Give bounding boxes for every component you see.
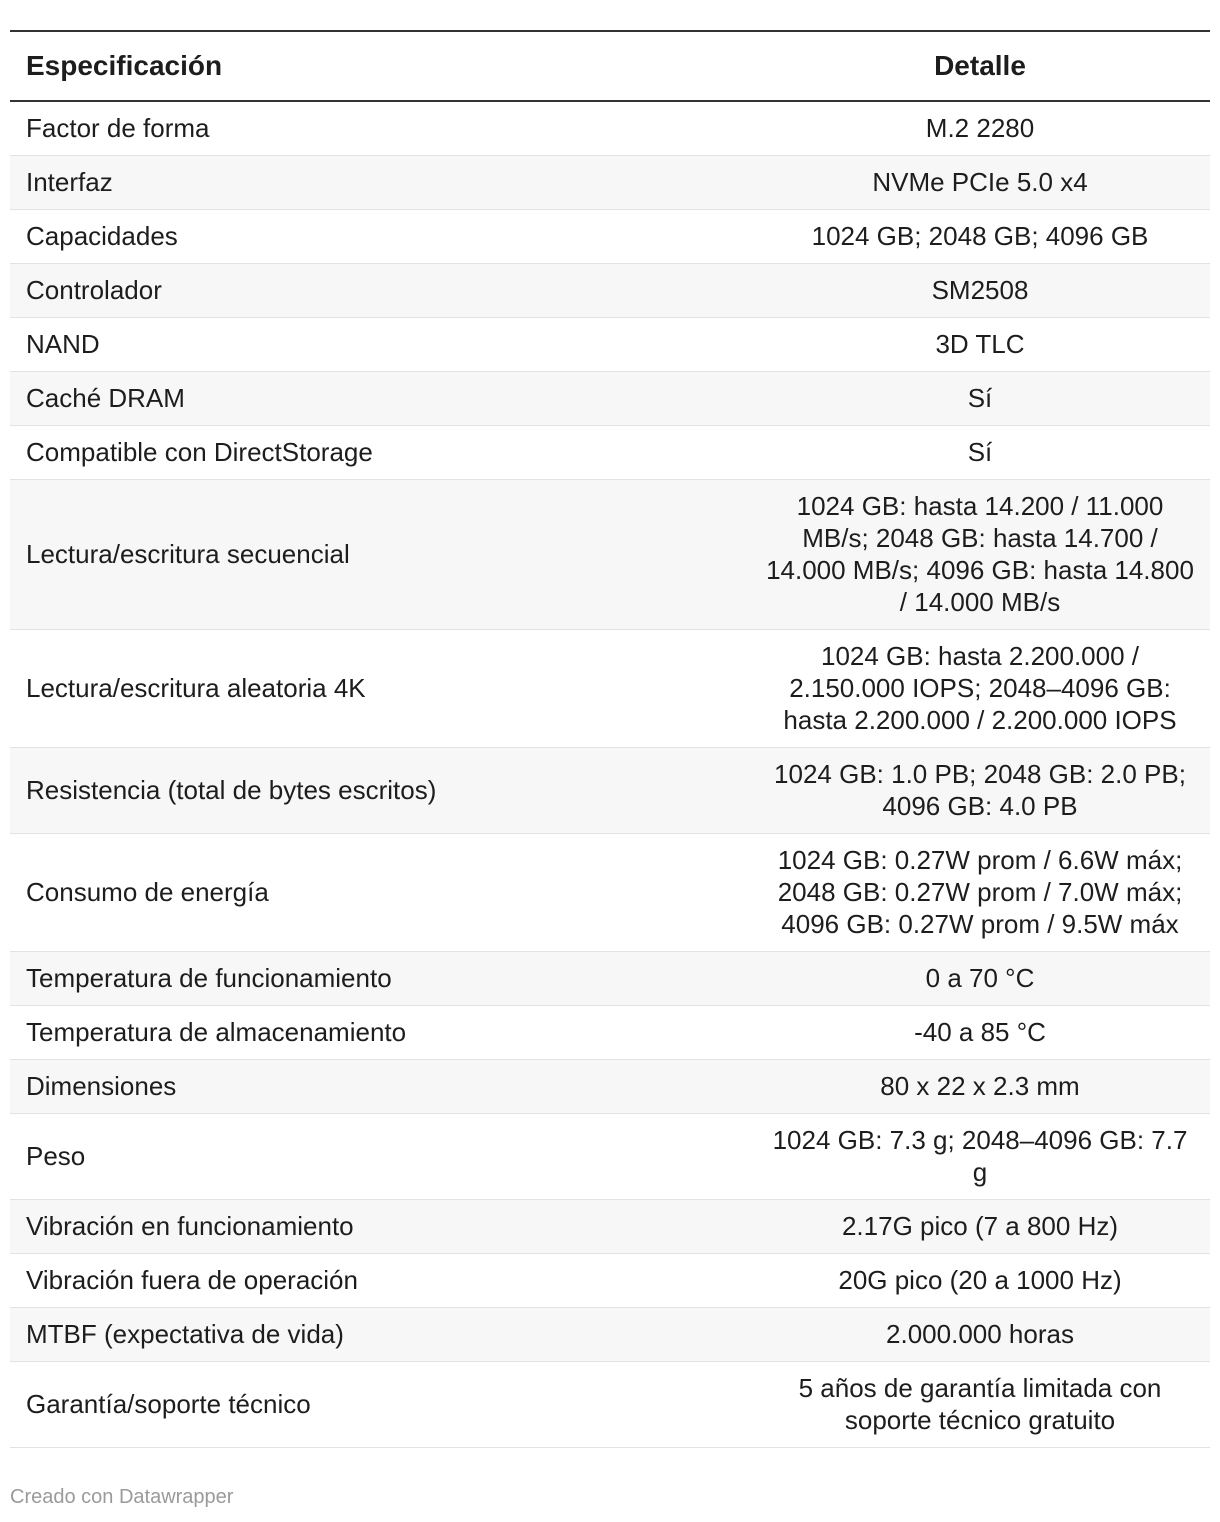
spec-detail-cell: 1024 GB: 7.3 g; 2048–4096 GB: 7.7 g (750, 1113, 1210, 1199)
spec-detail-cell: 80 x 22 x 2.3 mm (750, 1059, 1210, 1113)
spec-name-cell: Resistencia (total de bytes escritos) (10, 747, 750, 833)
table-row (10, 263, 1210, 317)
spec-name-cell: Peso (10, 1113, 750, 1199)
spec-name-cell: Factor de forma (10, 101, 750, 155)
table-row (10, 951, 1210, 1005)
spec-detail-cell: 3D TLC (750, 317, 1210, 371)
column-header-detail: Detalle (750, 31, 1210, 101)
spec-name-cell: Vibración fuera de operación (10, 1253, 750, 1307)
spec-name-cell: MTBF (expectativa de vida) (10, 1307, 750, 1361)
header-row (10, 31, 1210, 101)
datawrapper-credit: Creado con Datawrapper (10, 1486, 234, 1508)
spec-table (10, 30, 1210, 1448)
table-row (10, 1307, 1210, 1361)
table-row (10, 101, 1210, 155)
spec-name-cell: Vibración en funcionamiento (10, 1199, 750, 1253)
spec-name-cell: Temperatura de funcionamiento (10, 951, 750, 1005)
table-row (10, 1361, 1210, 1447)
table-row (10, 425, 1210, 479)
spec-detail-cell: 0 a 70 °C (750, 951, 1210, 1005)
spec-table-container (10, 30, 1210, 1448)
spec-name-cell: Dimensiones (10, 1059, 750, 1113)
spec-detail-cell: 1024 GB; 2048 GB; 4096 GB (750, 209, 1210, 263)
spec-name-cell: NAND (10, 317, 750, 371)
spec-detail-cell: 2.000.000 horas (750, 1307, 1210, 1361)
table-header (10, 31, 1210, 101)
spec-detail-cell: 1024 GB: hasta 2.200.000 / 2.150.000 IOPS; 2048–4096 GB: hasta 2.200.000 / 2.200.000 IOPS (750, 629, 1210, 747)
spec-detail-cell: 5 años de garantía limitada con soporte técnico gratuito (750, 1361, 1210, 1447)
table-row (10, 1059, 1210, 1113)
spec-name-cell: Garantía/soporte técnico (10, 1361, 750, 1447)
spec-name-cell: Lectura/escritura aleatoria 4K (10, 629, 750, 747)
spec-detail-cell: 1024 GB: 0.27W prom / 6.6W máx; 2048 GB: 0.27W prom / 7.0W máx; 4096 GB: 0.27W prom / 9.5W máx (750, 833, 1210, 951)
spec-name-cell: Controlador (10, 263, 750, 317)
table-row (10, 1113, 1210, 1199)
spec-name-cell: Caché DRAM (10, 371, 750, 425)
spec-detail-cell: -40 a 85 °C (750, 1005, 1210, 1059)
table-row (10, 479, 1210, 629)
table-row (10, 833, 1210, 951)
table-body (10, 101, 1210, 1447)
table-row (10, 629, 1210, 747)
spec-name-cell: Capacidades (10, 209, 750, 263)
spec-detail-cell: Sí (750, 425, 1210, 479)
spec-detail-cell: NVMe PCIe 5.0 x4 (750, 155, 1210, 209)
spec-detail-cell: 1024 GB: 1.0 PB; 2048 GB: 2.0 PB; 4096 GB: 4.0 PB (750, 747, 1210, 833)
table-row (10, 317, 1210, 371)
spec-name-cell: Interfaz (10, 155, 750, 209)
spec-name-cell: Lectura/escritura secuencial (10, 479, 750, 629)
table-row (10, 1005, 1210, 1059)
spec-detail-cell: M.2 2280 (750, 101, 1210, 155)
table-row (10, 1253, 1210, 1307)
spec-name-cell: Compatible con DirectStorage (10, 425, 750, 479)
spec-detail-cell: SM2508 (750, 263, 1210, 317)
spec-detail-cell: 20G pico (20 a 1000 Hz) (750, 1253, 1210, 1307)
spec-name-cell: Consumo de energía (10, 833, 750, 951)
table-row (10, 155, 1210, 209)
column-header-spec: Especificación (10, 31, 750, 101)
spec-detail-cell: 1024 GB: hasta 14.200 / 11.000 MB/s; 2048 GB: hasta 14.700 / 14.000 MB/s; 4096 GB: hasta 14.800 / 14.000 MB/s (750, 479, 1210, 629)
table-row (10, 371, 1210, 425)
table-row (10, 209, 1210, 263)
spec-name-cell: Temperatura de almacenamiento (10, 1005, 750, 1059)
spec-detail-cell: 2.17G pico (7 a 800 Hz) (750, 1199, 1210, 1253)
spec-detail-cell: Sí (750, 371, 1210, 425)
table-row (10, 747, 1210, 833)
table-row (10, 1199, 1210, 1253)
